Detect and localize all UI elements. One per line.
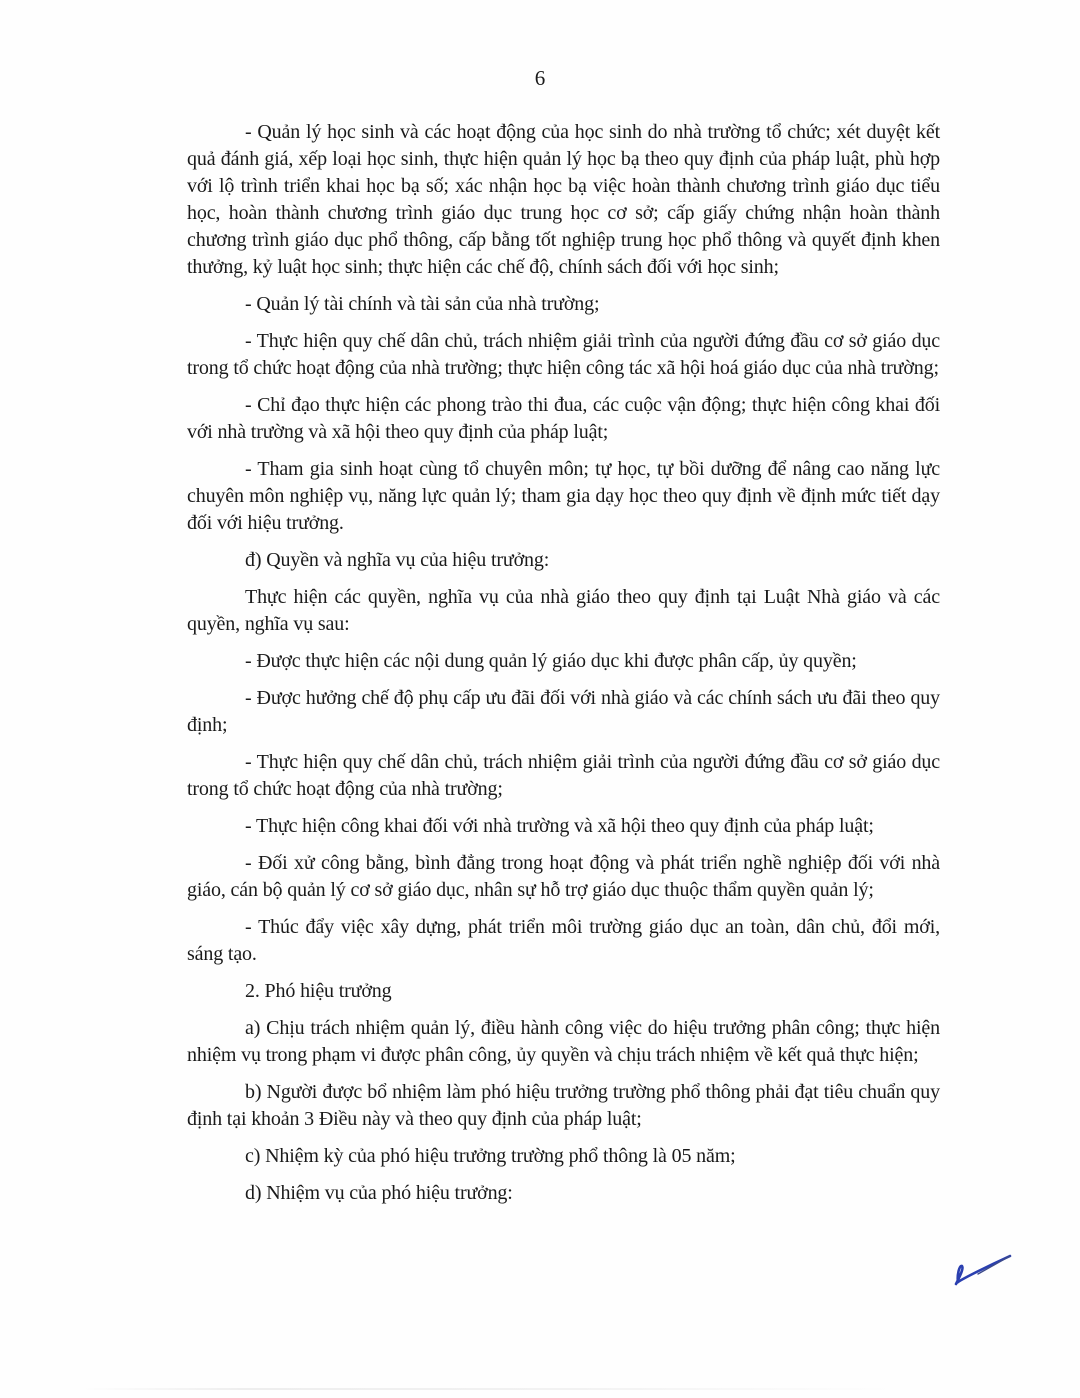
paragraph-right-fair-treatment: - Đối xử công bằng, bình đẳng trong hoạt động và phát triển nghề nghiệp đối với nhà giáo, cán bộ quản lý cơ sở giáo dục, nhân sự hỗ trợ giáo dục thuộc thẩm quyền quản lý; xyxy=(187,852,940,901)
paragraph-manage-students: - Quản lý học sinh và các hoạt động của học sinh do nhà trường tổ chức; xét duyệt kết quả đánh giá, xếp loại học sinh, thực hiện quản lý học bạ theo quy định của pháp luật, phù hợp với lộ trình triển khai học bạ số; xác nhận học bạ việc hoàn thành chương trình giáo dục tiểu học, hoàn thành chương trình giáo dục trung học cơ sở; cấp giấy chứng nhận hoàn thành chương trình giáo dục phổ thông, cấp bằng tốt nghiệp trung học phổ thông và quyết định khen thưởng, kỷ luật học sinh; thực hiện các chế độ, chính sách đối với học sinh; xyxy=(187,121,940,278)
paragraph-vice-principal-c: c) Nhiệm kỳ của phó hiệu trưởng trường phổ thông là 05 năm; xyxy=(245,1145,736,1167)
paragraph-vice-principal-a: a) Chịu trách nhiệm quản lý, điều hành công việc do hiệu trưởng phân công; thực hiện nhiệm vụ trong phạm vi được phân công, ủy quyền và chịu trách nhiệm về kết quả thực hiện; xyxy=(187,1017,940,1066)
paragraph-emulation-movements: - Chỉ đạo thực hiện các phong trào thi đua, các cuộc vận động; thực hiện công khai đối với nhà trường và xã hội theo quy định của pháp luật; xyxy=(187,394,940,443)
paragraph-democracy-regulation: - Thực hiện quy chế dân chủ, trách nhiệm giải trình của người đứng đầu cơ sở giáo dục trong tổ chức hoạt động của nhà trường; thực hiện công tác xã hội hoá giáo dục của nhà trường; xyxy=(187,330,940,379)
document-body xyxy=(187,119,940,1217)
paragraph-vice-principal-b: b) Người được bổ nhiệm làm phó hiệu trưởng trường phổ thông phải đạt tiêu chuẩn quy định tại khoản 3 Điều này và theo quy định của pháp luật; xyxy=(187,1081,940,1130)
paragraph-right-safe-environment: - Thúc đẩy việc xây dựng, phát triển môi trường giáo dục an toàn, dân chủ, đổi mới, sáng tạo. xyxy=(187,916,940,965)
paragraph-right-democracy: - Thực hiện quy chế dân chủ, trách nhiệm giải trình của người đứng đầu cơ sở giáo dục trong tổ chức hoạt động của nhà trường; xyxy=(187,751,940,800)
paragraph-manage-finance: - Quản lý tài chính và tài sản của nhà trường; xyxy=(245,293,600,315)
paragraph-right-allowances: - Được hưởng chế độ phụ cấp ưu đãi đối với nhà giáo và các chính sách ưu đãi theo quy định; xyxy=(187,687,940,736)
paragraph-professional-activities: - Tham gia sinh hoạt cùng tổ chuyên môn; tự học, tự bồi dưỡng để nâng cao năng lực chuyên môn nghiệp vụ, năng lực quản lý; tham gia dạy học theo quy định về định mức tiết dạy đối với hiệu trưởng. xyxy=(187,458,940,534)
section-heading-principal-rights: đ) Quyền và nghĩa vụ của hiệu trưởng: xyxy=(245,549,550,571)
section-heading-vice-principal: 2. Phó hiệu trưởng xyxy=(245,980,392,1002)
initials-signature-icon xyxy=(948,1250,1018,1290)
paragraph-vice-principal-d: d) Nhiệm vụ của phó hiệu trưởng: xyxy=(245,1182,513,1204)
paragraph-right-publicity: - Thực hiện công khai đối với nhà trường và xã hội theo quy định của pháp luật; xyxy=(245,815,874,837)
paragraph-right-delegated-management: - Được thực hiện các nội dung quản lý giáo dục khi được phân cấp, ủy quyền; xyxy=(245,650,857,672)
scan-edge-artifact xyxy=(80,1388,900,1390)
page-number: 6 xyxy=(534,66,546,90)
paragraph-rights-intro: Thực hiện các quyền, nghĩa vụ của nhà giáo theo quy định tại Luật Nhà giáo và các quyền, nghĩa vụ sau: xyxy=(187,586,940,635)
